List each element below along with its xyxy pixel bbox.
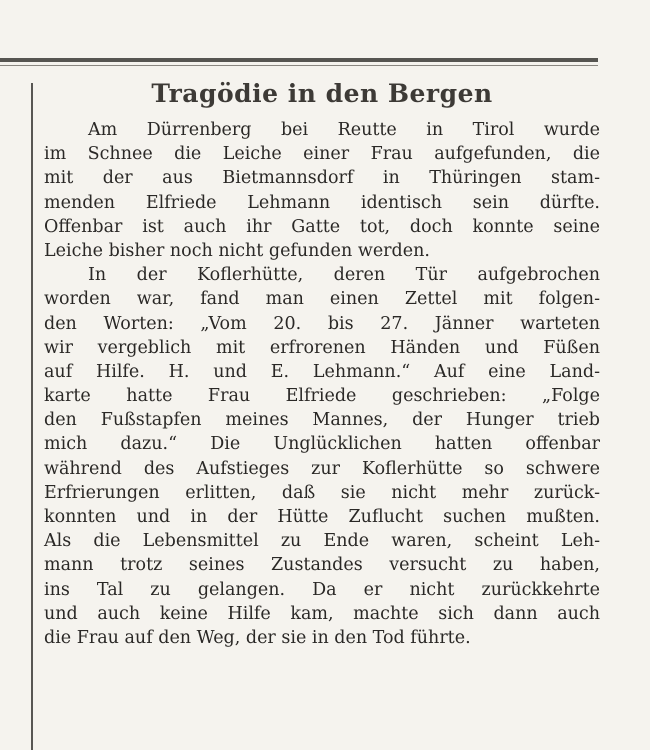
- text-line: In der Koflerhütte, deren Tür aufgebrochen: [88, 265, 600, 286]
- text-line: Am Dürrenberg bei Reutte in Tirol wurde: [88, 120, 600, 140]
- text-line: mann trotz seines Zustandes versucht zu haben,: [44, 555, 600, 576]
- text-line: auf Hilfe. H. und E. Lehmann.“ Auf eine Land-: [44, 361, 600, 382]
- text-line: ins Tal zu gelangen. Da er nicht zurückkehrte: [44, 579, 600, 600]
- paragraph: [44, 118, 600, 263]
- text-line: worden war, fand man einen Zettel mit folgen-: [44, 289, 600, 310]
- article-body: [44, 118, 600, 650]
- text-line: den Fußstapfen meines Mannes, der Hunger trieb: [44, 410, 600, 431]
- text-line: wir vergeblich mit erfrorenen Händen und Füßen: [44, 337, 600, 358]
- text-line: den Worten: „Vom 20. bis 27. Jänner warteten: [44, 313, 600, 334]
- article: [44, 78, 600, 650]
- paragraph: [44, 263, 600, 650]
- top-rule: [0, 58, 598, 62]
- text-line: menden Elfriede Lehmann identisch sein dürfte.: [44, 192, 600, 213]
- text-line: Erfrierungen erlitten, daß sie nicht mehr zurück-: [44, 482, 600, 503]
- text-line: Offenbar ist auch ihr Gatte tot, doch konnte seine: [44, 216, 600, 237]
- text-line: im Schnee die Leiche einer Frau aufgefunden, die: [44, 144, 600, 165]
- text-line: konnten und in der Hütte Zuflucht suchen mußten.: [44, 507, 600, 527]
- column-rule: [31, 83, 33, 750]
- text-line: Leiche bisher noch nicht gefunden werden.: [44, 240, 430, 261]
- text-line: karte hatte Frau Elfriede geschrieben: „Folge: [44, 386, 600, 407]
- text-line: während des Aufstieges zur Koflerhütte so schwere: [44, 458, 600, 479]
- text-line: mit der aus Bietmannsdorf in Thüringen stam-: [44, 168, 600, 189]
- text-line: und auch keine Hilfe kam, machte sich dann auch: [44, 603, 600, 624]
- text-line: Als die Lebensmittel zu Ende waren, scheint Leh-: [44, 531, 600, 552]
- top-rule-thin: [0, 65, 598, 66]
- text-line: die Frau auf den Weg, der sie in den Tod führte.: [44, 627, 471, 648]
- text-line: mich dazu.“ Die Unglücklichen hatten offenbar: [44, 434, 600, 455]
- headline: Tragödie in den Bergen: [151, 79, 493, 108]
